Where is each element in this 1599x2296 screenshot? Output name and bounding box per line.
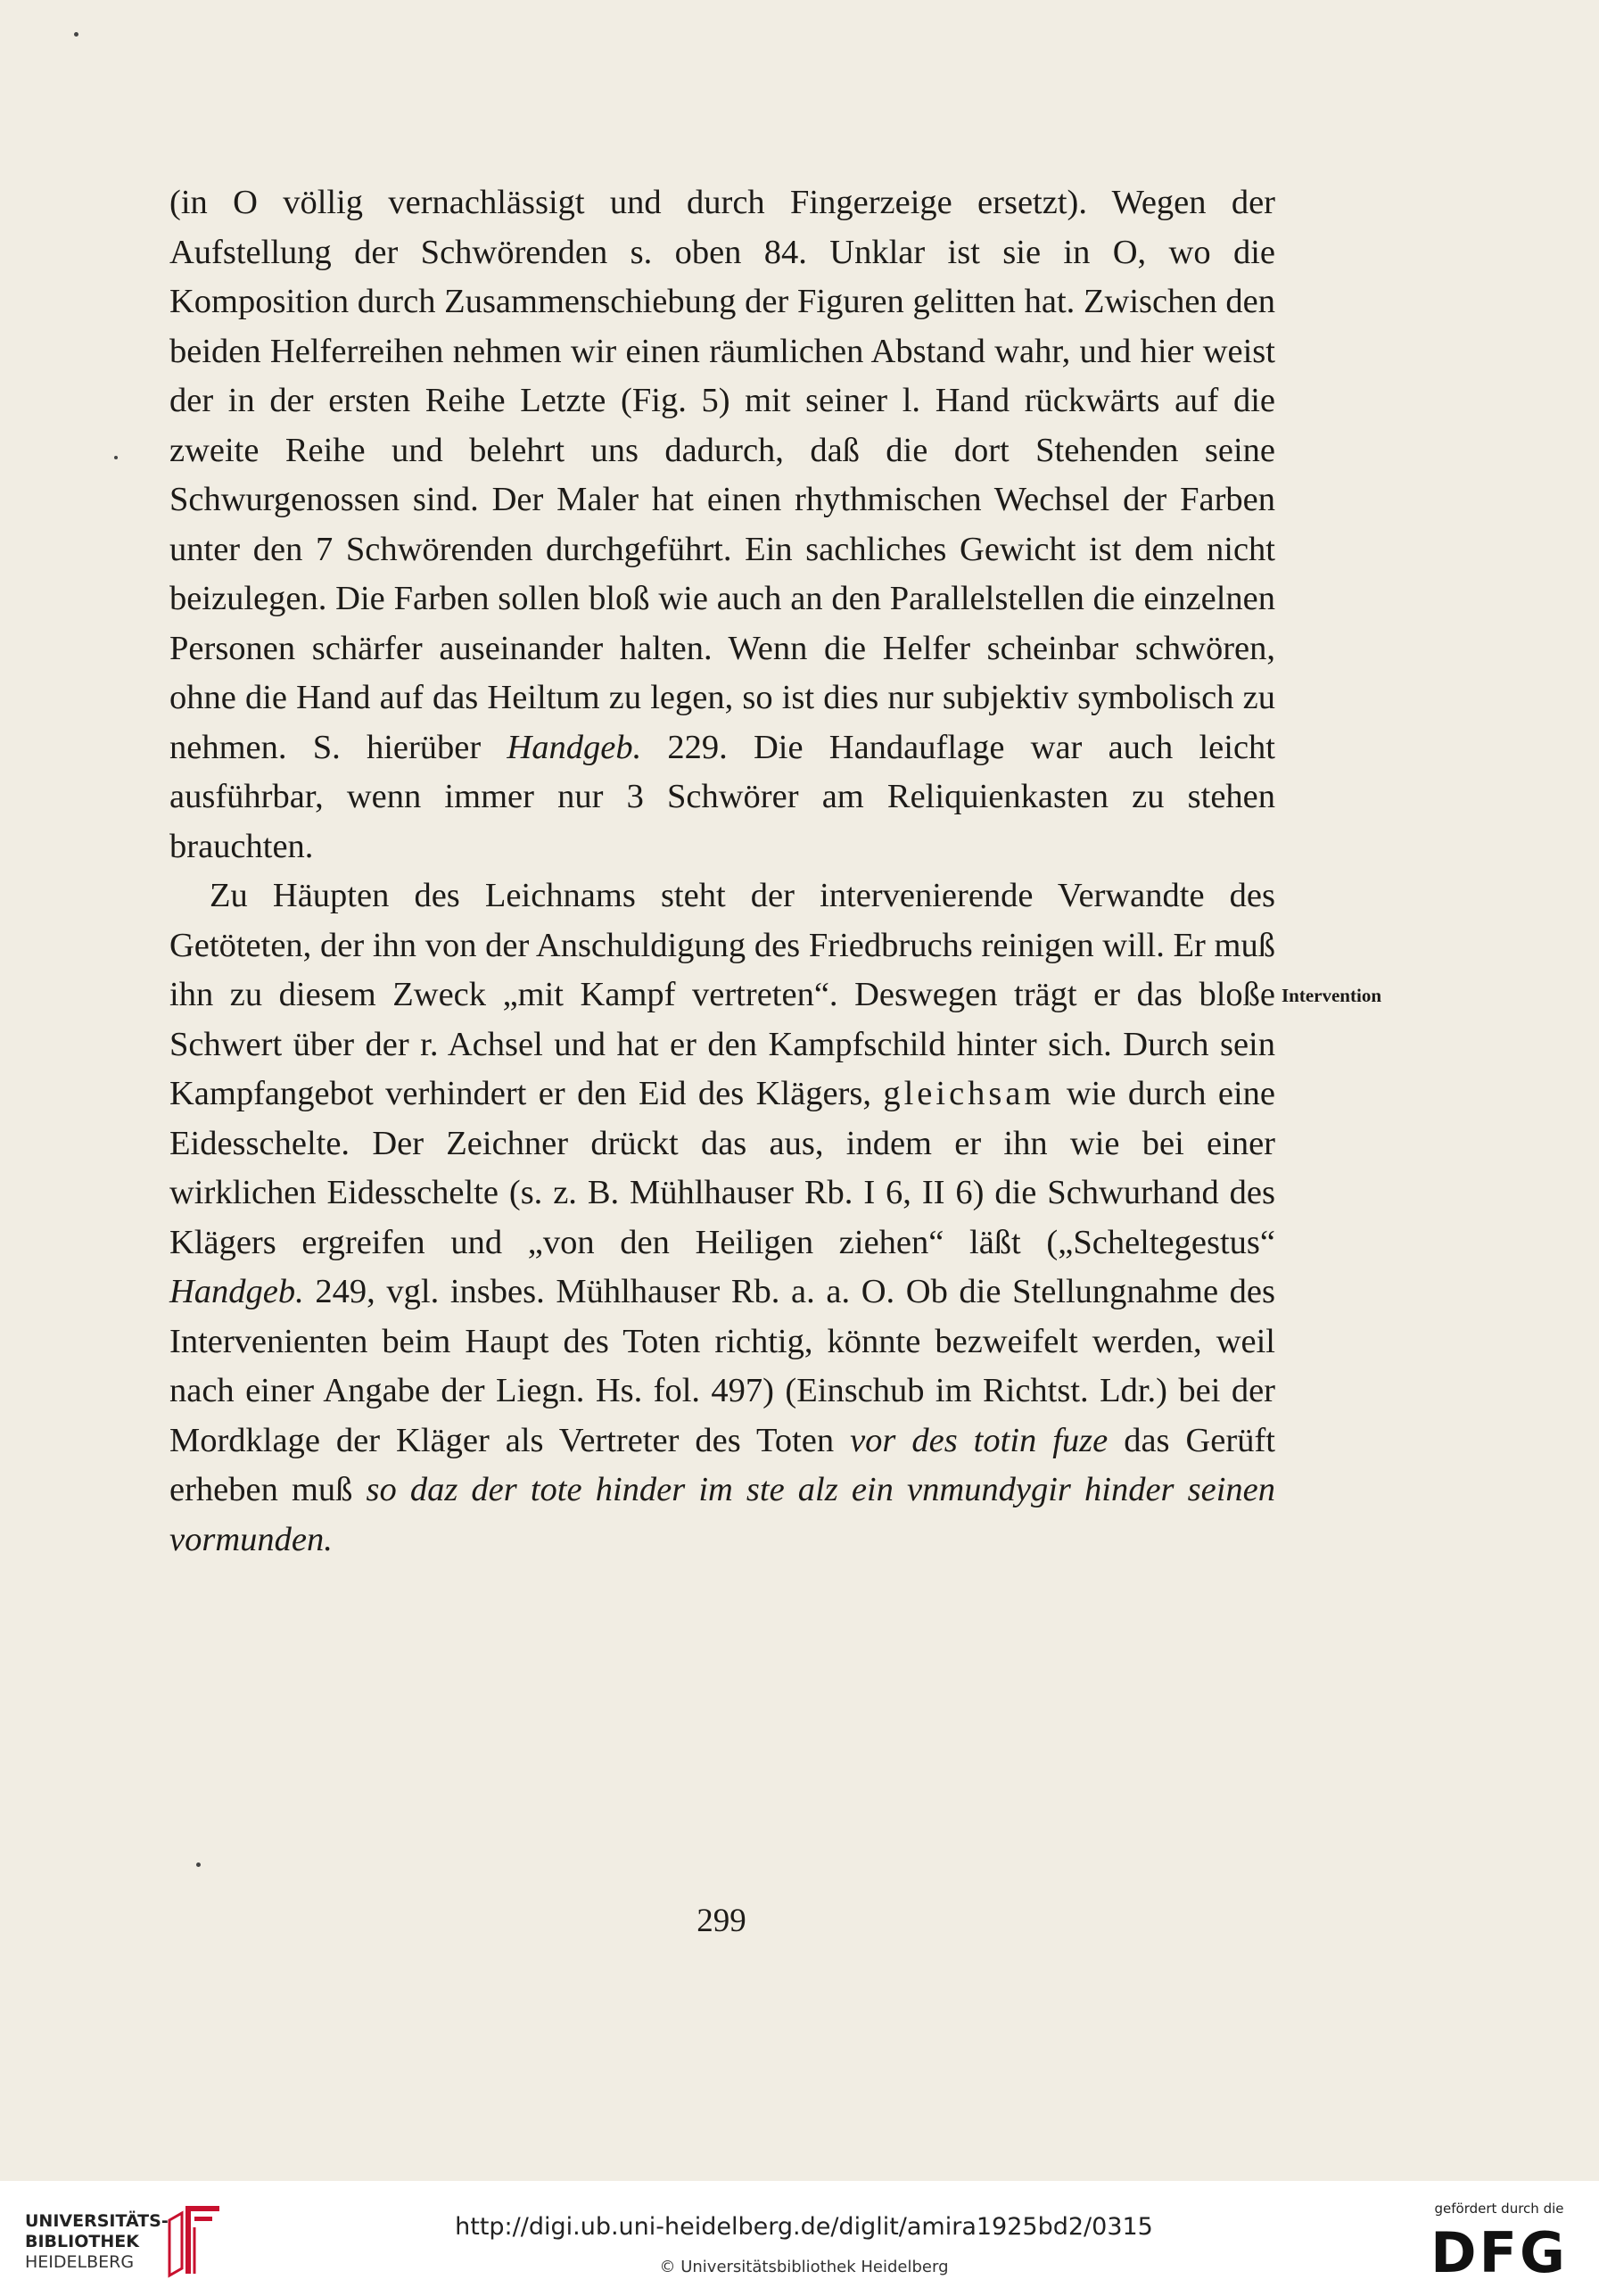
dust-speck [114,456,118,459]
italic-quote: so daz der tote hinder im ste alz ein vnmundygir hinder seinen vormunden. [169,1471,1275,1558]
dust-speck [74,32,78,37]
paragraph-1: (in O völlig vernachlässigt und durch Fingerzeige ersetzt). Wegen der Aufstellung der Schwörenden s. oben 84. Unklar ist sie in O, wo die Komposition durch Zusammenschiebung der Figuren gelitten hat. Zwischen den beiden Helferreihen nehmen wir einen räumlichen Abstand wahr, und hier weist der in der ersten Reihe Letzte (Fig. 5) mit seiner l. Hand rückwärts auf die zweite Reihe und belehrt uns dadurch, daß die dort Stehenden seine Schwurgenossen sind. Der Maler hat einen rhythmischen Wechsel der Farben unter den 7 Schwörenden durchgeführt. Ein sachliches Gewicht ist dem nicht beizulegen. Die Farben sollen bloß wie auch an den Parallelstellen die einzelnen Personen schärfer auseinander halten. Wenn die Helfer scheinbar schwören, ohne die Hand auf das Heiltum zu legen, so ist dies nur subjektiv symbolisch zu nehmen. S. hierüber Handgeb. 229. Die Handauflage war auch leicht ausführbar, wenn immer nur 3 Schwörer am Reliquienkasten zu stehen brauchten. [169,184,1275,865]
marginal-note: Intervention [1282,985,1381,1006]
page-number: 299 [696,1903,746,1939]
library-name: UNIVERSITÄTS- BIBLIOTHEK HEIDELBERG [25,2211,169,2272]
italic-reference: Handgeb. [169,1273,304,1310]
sponsor-caption: gefördert durch die [1434,2201,1564,2217]
copyright-notice: © Universitätsbibliothek Heidelberg [659,2258,949,2276]
dfg-logo: DFG [1430,2220,1568,2285]
footer-bar [0,2181,1599,2296]
spaced-emphasis: gleichsam [883,1075,1055,1112]
permalink-url[interactable]: http://digi.ub.uni-heidelberg.de/diglit/amira1925bd2/0315 [455,2213,1153,2241]
italic-reference: Handgeb. [507,728,642,766]
dust-speck [196,1862,201,1867]
italic-quote: vor des totin fuze [850,1421,1109,1459]
body-text [169,178,1275,1565]
paragraph-2: Zu Häupten des Leichnams steht der intervenierende Verwandte des Getöteten, der ihn von der Anschuldigung des Friedbruchs reinigen will. Er muß ihn zu diesem Zweck „mit Kampf vertreten“. Deswegen trägt er das bloße Schwert über der r. Achsel und hat er den Kampfschild hinter sich. Durch sein Kampfangebot verhindert er den Eid des Klägers, gleichsam wie durch eine Eidesschelte. Der Zeichner drückt das aus, indem er ihn wie bei einer wirklichen Eidesschelte (s. z. B. Mühlhauser Rb. I 6, II 6) die Schwurhand des Klägers ergreifen und „von den Heiligen ziehen“ läßt („Scheltegestus“ Handgeb. 249, vgl. insbes. Mühlhauser Rb. a. a. O. Ob die Stellungnahme des Intervenienten beim Haupt des Toten richtig, könnte bezweifelt werden, weil nach einer Angabe der Liegn. Hs. fol. 497) (Einschub im Richtst. Ldr.) bei der Mordklage der Kläger als Vertreter des Toten vor des totin fuze das Gerüft erheben muß so daz der tote hinder im ste alz ein vnmundygir hinder seinen vormunden. [169,877,1275,1558]
